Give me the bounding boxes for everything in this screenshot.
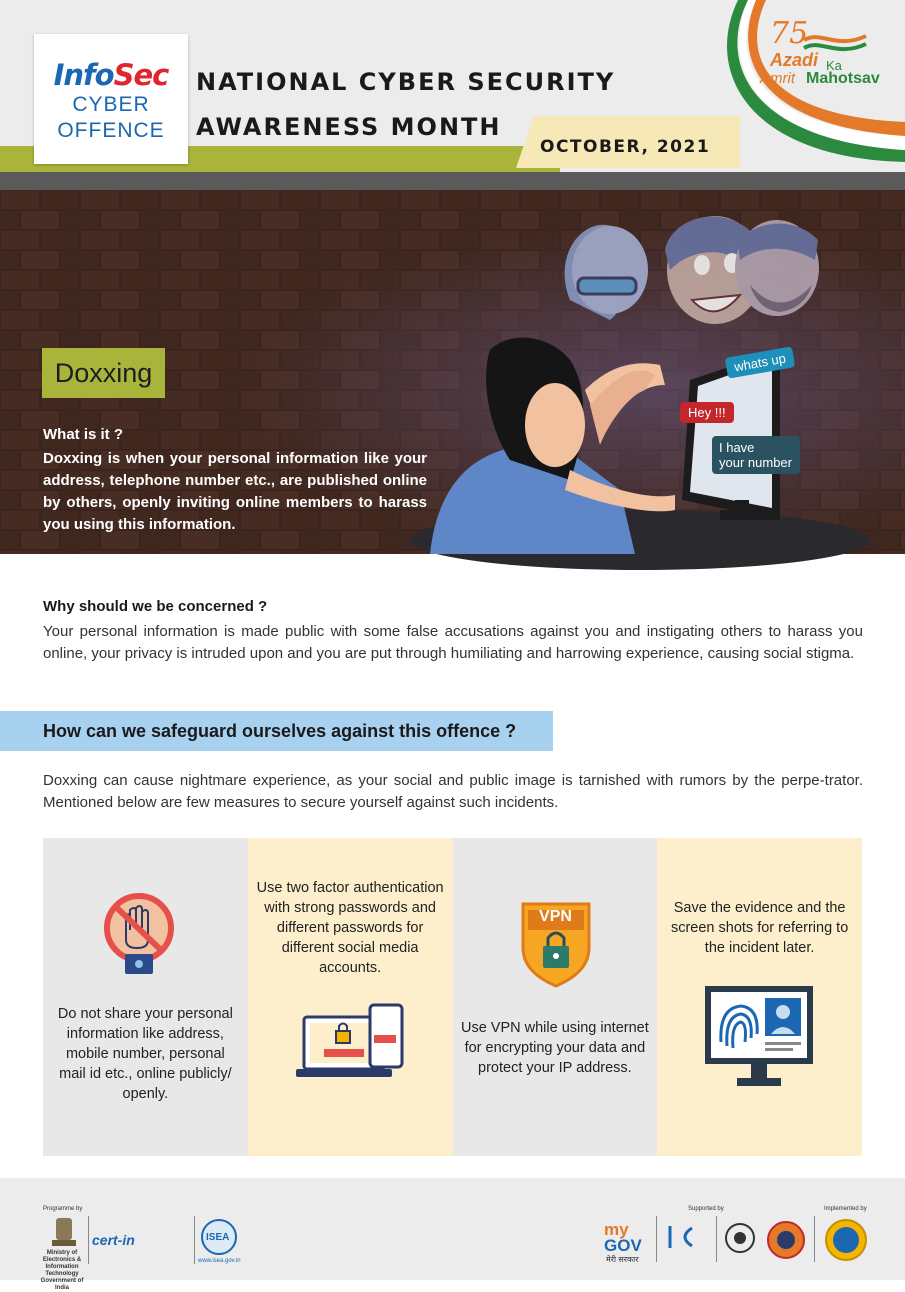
- topic-label: Doxxing: [42, 348, 165, 398]
- tip-text: Use VPN while using internet for encrypting your data and protect your IP address.: [460, 1020, 649, 1076]
- cdac-logo: [824, 1218, 868, 1262]
- harasser-faces: [565, 216, 819, 324]
- stop-hand-icon: [99, 896, 179, 988]
- tip-card: [657, 838, 862, 1156]
- date-label: OCTOBER, 2021: [540, 137, 711, 157]
- page-title-line-2: AWARENESS MONTH: [196, 113, 502, 141]
- azadi-number: 75: [770, 16, 809, 51]
- chat-bubble-hey: Hey !!!: [680, 402, 734, 423]
- mygov-hindi: मेरी सरकार: [606, 1255, 639, 1264]
- ministry-label: Ministry of Electronics & Information Technology Government of India: [40, 1250, 84, 1291]
- footer-divider: [656, 1216, 657, 1262]
- infosec-logo-wordmark: InfoSec: [53, 58, 169, 92]
- tip-card: [453, 838, 658, 1156]
- footer-divider: [814, 1216, 815, 1262]
- chat-bubble-whats-up: whats up: [725, 346, 796, 378]
- cyber-dost-logo: [766, 1220, 806, 1260]
- cert-in-logo: cert-in: [92, 1232, 135, 1248]
- fingerprint-monitor-icon: [703, 984, 815, 1094]
- footer-divider: [194, 1216, 195, 1264]
- supported-by-label: Supported by: [688, 1206, 724, 1212]
- distressed-woman: [430, 338, 675, 554]
- ncrb-logo: [724, 1222, 756, 1254]
- what-is-it-text: Doxxing is when your personal information like your address, telephone number etc., are published online by others, openly inviting online members to harass you using this information.: [43, 450, 427, 533]
- tip-card: [248, 838, 453, 1156]
- azadi-amrit: Amrit: [760, 70, 795, 87]
- azadi-mahotsav: Mahotsav: [806, 70, 880, 87]
- tip-text: Use two factor authentication with strong passwords and different passwords for different social media accounts.: [256, 880, 444, 976]
- what-is-it-heading: What is it ?: [43, 426, 123, 443]
- laptop-lock-icon: [294, 1003, 410, 1083]
- isea-url: www.isea.gov.in: [198, 1258, 241, 1264]
- concern-text: Your personal information is made public with some false accusations against you and instigating others to harass you online, your privacy is intruded upon and you are put through humiliating and harrowing experience, causing social stigma.: [43, 623, 863, 662]
- azadi-word: Azadi: [770, 50, 819, 70]
- doxxing-illustration: [420, 190, 890, 554]
- safety-tips: [43, 838, 862, 1156]
- logo-sub-line-2: OFFENCE: [57, 119, 165, 142]
- vpn-label: VPN: [539, 908, 572, 925]
- chat-bubble-have-number: I have your number: [712, 436, 800, 474]
- footer-divider: [88, 1216, 89, 1264]
- footer-divider: [716, 1216, 717, 1262]
- concern-heading: Why should we be concerned ?: [43, 598, 268, 615]
- safeguard-heading: How can we safeguard ourselves against this offence ?: [43, 721, 517, 741]
- isea-label: ISEA: [206, 1232, 230, 1243]
- tip-text: Do not share your personal information like address, mobile number, personal mail id etc., online publicly/ openly.: [57, 1006, 233, 1102]
- page-title-line-1: NATIONAL CYBER SECURITY: [196, 68, 616, 96]
- emblem-icon: [50, 1216, 78, 1250]
- tip-card: [43, 838, 248, 1156]
- i4c-logo: [662, 1222, 706, 1252]
- azadi-ka: Ka: [826, 58, 842, 73]
- implemented-by-label: Implemented by: [824, 1206, 867, 1212]
- programme-by-label: Programme by: [43, 1206, 83, 1212]
- tip-text: Save the evidence and the screen shots for referring to the incident later.: [670, 900, 849, 956]
- logo-sub-line-1: CYBER: [72, 93, 150, 116]
- infosec-logo: [34, 34, 188, 164]
- mygov-logo: my GOV: [604, 1220, 642, 1255]
- safeguard-text: Doxxing can cause nightmare experience, as your social and public image is tarnished with rumors by the perpe-trator. Mentioned below are few measures to secure yourself against such incidents.: [43, 772, 863, 811]
- header-divider: [0, 172, 905, 190]
